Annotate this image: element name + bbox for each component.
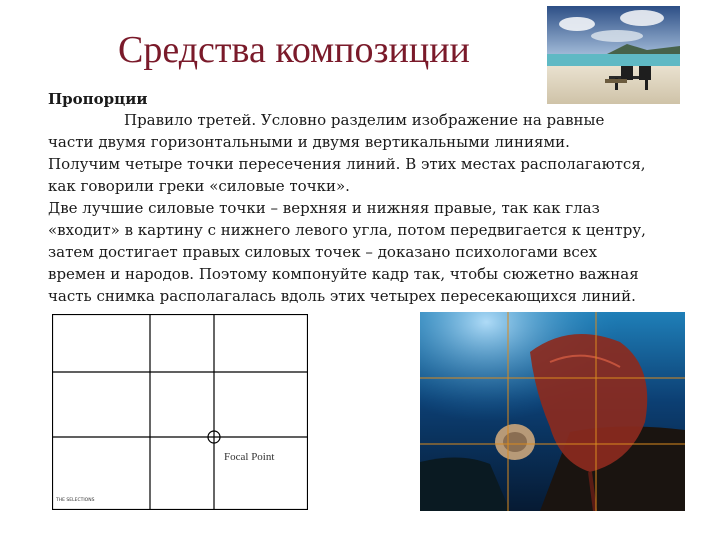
body-line: затем достигает правых силовых точек – доказано психологами всех: [48, 243, 598, 261]
body-line: части двумя горизонтальными и двумя вертикальными линиями.: [48, 133, 570, 151]
body-line: «входит» в картину с нижнего левого угла, потом передвигается к центру,: [48, 221, 646, 239]
diagram-corner-label: THE SELECTIONS: [56, 498, 95, 503]
beach-photo-illustration: [547, 6, 680, 104]
diagram-frame: [53, 315, 308, 510]
underwater-photo-illustration: [420, 312, 685, 511]
underwater-photo: [420, 312, 685, 511]
rule-of-thirds-diagram: [52, 314, 308, 510]
body-line: часть снимка располагалась вдоль этих четырех пересекающихся линий.: [48, 287, 636, 305]
body-line: как говорили греки «силовые точки».: [48, 177, 350, 195]
rule-of-thirds-grid: [52, 314, 308, 510]
focal-point-label: Focal Point: [224, 451, 275, 463]
body-text: [48, 109, 678, 307]
body-line: Правило третей. Условно разделим изображение на равные: [124, 111, 605, 129]
slide-title: Средства композиции: [118, 29, 470, 71]
body-line: времен и народов. Поэтому компонуйте кадр так, чтобы сюжетно важная: [48, 265, 639, 283]
section-subtitle: Пропорции: [48, 90, 148, 108]
body-line: Две лучшие силовые точки – верхняя и нижняя правые, так как глаз: [48, 199, 600, 217]
body-line: Получим четыре точки пересечения линий. В этих местах располагаются,: [48, 155, 646, 173]
beach-photo: [547, 6, 680, 104]
